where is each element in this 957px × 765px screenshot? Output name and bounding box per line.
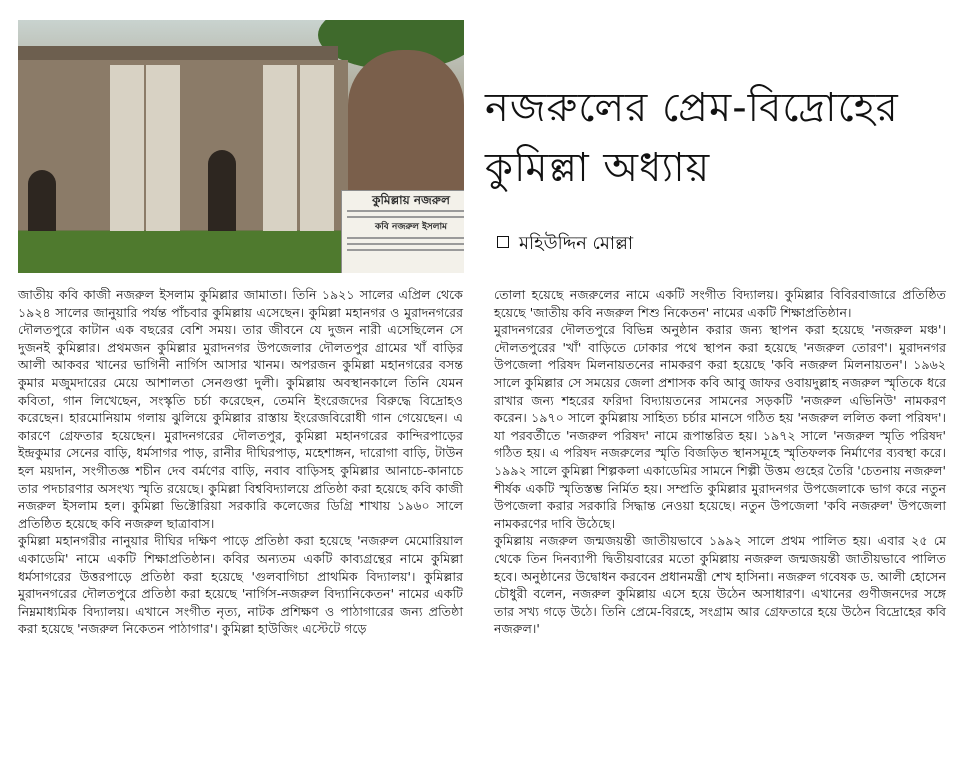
byline-box-icon	[497, 236, 509, 248]
headline-line-1: নজরুলের প্রেম-বিদ্রোহের	[485, 85, 899, 131]
paragraph: তোলা হয়েছে নজরুলের নামে একটি সংগীত বিদ্যালয়। কুমিল্লার বিবিরবাজারে প্রতিষ্ঠিত হয়েছে 'জাতীয় কবি নজরুল শিশু নিকেতন' নামের একটি শিক্ষাপ্রতিষ্ঠান।	[494, 287, 946, 320]
pillar	[110, 65, 144, 255]
sign-name: কবি নজরুল ইসলাম	[374, 222, 448, 232]
doorway	[208, 150, 236, 240]
sign-title: কুমিল্লায় নজরুল	[372, 193, 450, 207]
pillar	[146, 65, 180, 255]
paragraph: কুমিল্লায় নজরুল জন্মজয়ন্তী জাতীয়ভাবে ১৯৯২ সালে প্রথম পালিত হয়। এবার ২৫ মে থেকে তিন দিনব্যাপী দ্বিতীয়বারের মতো কুমিল্লায় নজরুল জন্মজয়ন্তী জাতীয়ভাবে পালিত হবে। অনুষ্ঠানের উদ্বোধন করবেন প্রধানমন্ত্রী শেখ হাসিনা। নজরুল গবেষক ড. আলী হোসেন চৌধুরী বলেন, নজরুল কুমিল্লায় এসে হয়ে উঠেন অসাধারণ। এখানের গুণীজনদের সঙ্গে তার সখ্য গড়ে উঠে। তিনি প্রেমে-বিরহে, সংগ্রাম আর গ্রেফতারে হয়ে উঠেন বিদ্রোহের কবি নজরুল।'	[494, 533, 946, 637]
right-column	[494, 286, 946, 638]
headline	[485, 78, 955, 198]
left-column	[18, 286, 463, 638]
author-name: মহিউদ্দিন মোল্লা	[519, 233, 634, 254]
article-photo	[18, 20, 464, 273]
building-wall	[18, 60, 348, 230]
brick-dome	[348, 50, 464, 210]
byline	[497, 232, 633, 256]
pillar	[263, 65, 297, 255]
paragraph: জাতীয় কবি কাজী নজরুল ইসলাম কুমিল্লার জামাতা। তিনি ১৯২১ সালের এপ্রিল থেকে ১৯২৪ সালের জানুয়ারি পর্যন্ত পাঁচবার কুমিল্লায় এসেছেন। কুমিল্লা মহানগর ও মুরাদনগরের দৌলতপুরে কাটান এক বছরের বেশি সময়। তার জীবনে যে দুজন নারী এসেছিলেন সে দুজনই কুমিল্লার। প্রথমজন কুমিল্লার মুরাদনগর উপজেলার দৌলতপুর গ্রামের খাঁ বাড়ির আলী আকবর খানের ভাগিনী নার্গিস আসার খানম। অপরজন কুমিল্লা মহানগরের বসন্ত কুমার মজুমদারের মেয়ে আশালতা সেনগুপ্তা দুলী। কুমিল্লায় অবস্থানকালে তিনি যেমন কবিতা, গান লিখেছেন, সংস্কৃতি চর্চা করেছেন, তেমনি ইংরেজদের বিরুদ্ধে বিদ্রোহও করেছেন। হারমোনিয়াম গলায় ঝুলিয়ে কুমিল্লার রাস্তায় ইংরেজবিরোধী গান গেয়েছেন। এ কারণে গ্রেফতার হয়েছেন। মুরাদনগরের দৌলতপুর, কুমিল্লা মহানগরের কান্দিরপাড়ের ইন্দ্রকুমার সেনের বাড়ি, ধর্মসাগর পাড়, রানীর দীঘিরপাড়, মহেশাঙ্গন, দারোগা বাড়ি, টাউন হল ময়দান, সংগীতজ্ঞ শচীন দেব বর্মণের বাড়ি, নবাব বাড়িসহ কুমিল্লার আনাচে-কানাচে তার পদচারণার অসংখ্য স্মৃতি রয়েছে। কুমিল্লা বিশ্ববিদ্যালয়ে প্রতিষ্ঠা করা হয়েছে কবি কাজী নজরুল ইসলাম হল। কুমিল্লা ভিক্টোরিয়া সরকারি কলেজের ডিগ্রি শাখায় ১৯৬০ সালে প্রতিষ্ঠিত হয়েছে কবি নজরুল ছাত্রাবাস।	[18, 287, 463, 531]
paragraph: মুরাদনগরের দৌলতপুরে বিভিন্ন অনুষ্ঠান করার জন্য স্থাপন করা হয়েছে 'নজরুল মঞ্চ'। দৌলতপুরের 'খাঁ' বাড়িতে ঢোকার পথে স্থাপন করা হয়েছে 'নজরুল তোরণ'। মুরাদনগর উপজেলা পরিষদ মিলনায়তনের নামকরণ করা হয়েছে 'কবি নজরুল মিলনায়তন'। ১৯৬২ সালে কুমিল্লার সে সময়ের জেলা প্রশাসক কবি আবু জাফর ওবায়দুল্লাহ নজরুল স্মৃতিকে ধরে রাখার জন্য শহরের ফরিদা বিদ্যায়তনের সামনের সড়কটি 'নজরুল এভিনিউ' নামকরণ করেন। ১৯৭০ সালে কুমিল্লায় সাহিত্য চর্চার মানসে গঠিত হয় 'নজরুল ললিত কলা পরিষদ'। যা পরবর্তীতে 'নজরুল পরিষদ' নামে রূপান্তরিত হয়। ১৯৭২ সালে 'নজরুল স্মৃতি পরিষদ' গঠিত হয়। এ পরিষদ নজরুলের স্মৃতি বিজড়িত স্থানসমূহে স্মৃতিফলক নির্মাণের ব্যবস্থা করে। ১৯৯২ সালে কুমিল্লা শিল্পকলা একাডেমির সামনে শিল্পী উত্তম গুহের তৈরি 'চেতনায় নজরুল' শীর্ষক একটি স্মৃতিস্তম্ভ নির্মিত হয়। সম্প্রতি কুমিল্লার মুরাদনগর উপজেলাকে ভাগ করে নতুন উপজেলা করার সরকারি সিদ্ধান্ত নেওয়া হয়েছে। নতুন উপজেলা 'কবি নজরুল' উপজেলা নামকরণের দাবি উঠেছে।	[494, 322, 946, 531]
pillar	[300, 65, 334, 255]
paragraph: কুমিল্লা মহানগরীর নানুয়ার দীঘির দক্ষিণ পাড়ে প্রতিষ্ঠা করা হয়েছে 'নজরুল মেমোরিয়াল একাডেমি' নামে একটি শিক্ষাপ্রতিষ্ঠান। কবির অন্যতম একটি কাব্যগ্রন্থের নামে কুমিল্লা ধর্মসাগরের উত্তরপাড়ে প্রতিষ্ঠা করা হয়েছে 'গুলবাগিচা প্রাথমিক বিদ্যালয়'। কুমিল্লার মুরাদনগরের দৌলতপুরে প্রতিষ্ঠা করা হয়েছে 'নার্গিস-নজরুল বিদ্যানিকেতন' নামের একটি নিম্নমাধ্যমিক বিদ্যালয়। এখানে সংগীত নৃত্য, নাটক প্রশিক্ষণ ও পাঠাগারের জন্য প্রতিষ্ঠা করা হয়েছে 'নজরুল নিকেতন পাঠাগার'। কুমিল্লা হাউজিং এস্টেটে গড়ে	[18, 533, 463, 637]
memorial-sign	[341, 190, 464, 273]
headline-line-2: কুমিল্লা অধ্যায়	[485, 145, 711, 191]
